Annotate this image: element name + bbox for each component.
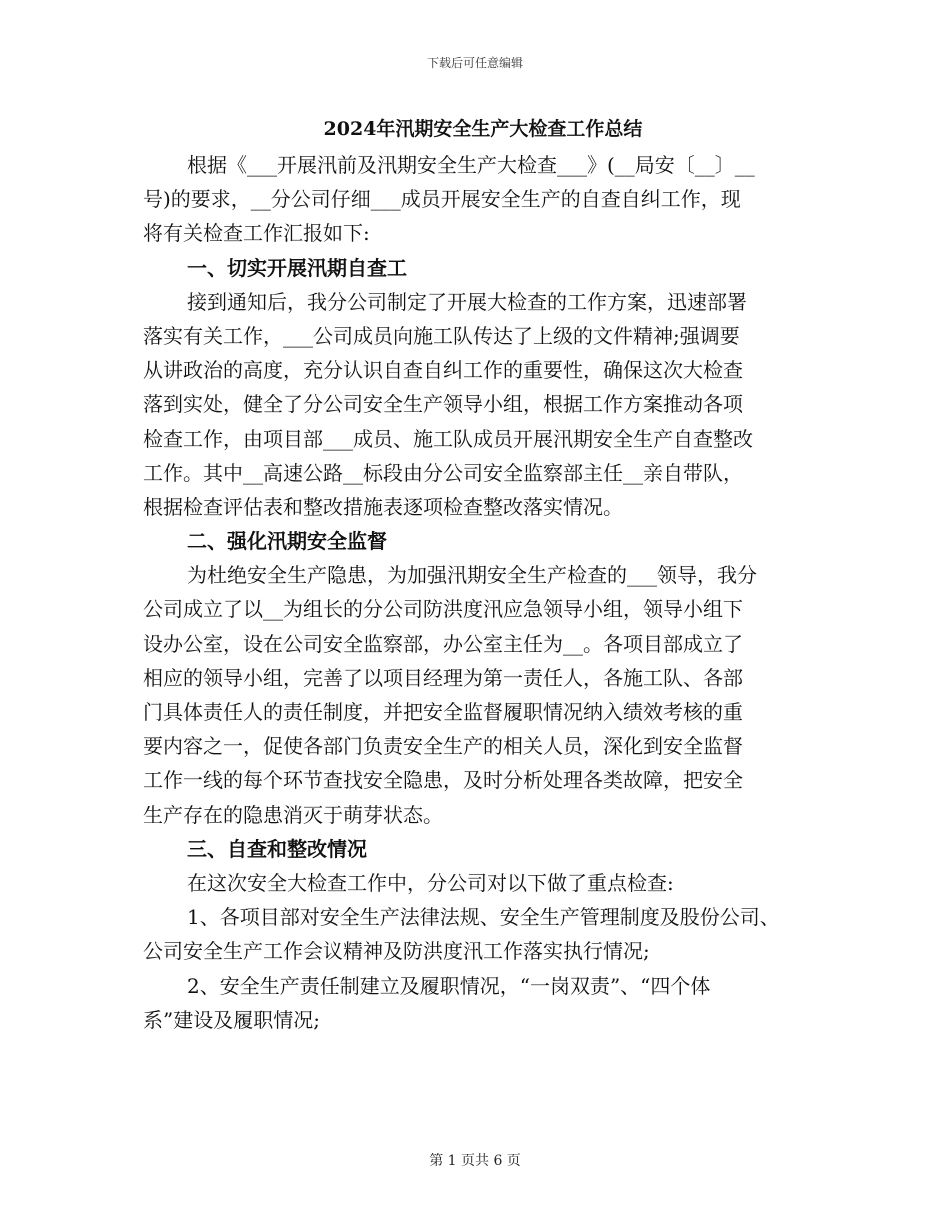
page-number: 第 1 页共 6 页 [429,1153,521,1169]
section-heading: 二、强化汛期安全监督 [187,529,387,554]
text-line: 1、各项目部对安全生产法律法规、安全生产管理制度及股份公司、 [187,905,780,930]
text-line: 工作一线的每个环节查找安全隐患，及时分析处理各类故障，把安全 [143,768,743,793]
document-body [143,110,823,1037]
text-line: 公司成立了以__为组长的分公司防洪度汛应急领导小组，领导小组下 [143,597,743,622]
text-line: 落实有关工作，___公司成员向施工队传达了上级的文件精神;强调要 [143,323,740,348]
section-heading: 一、切实开展汛期自查工 [187,255,407,280]
text-line: 门具体责任人的责任制度，并把安全监督履职情况纳入绩效考核的重 [143,700,743,724]
text-line: 2、安全生产责任制建立及履职情况，“一岗双责”、“四个体 [187,973,711,998]
text-line: 根据检查评估表和整改措施表逐项检查整改落实情况。 [143,494,623,519]
text-line: 根据《___开展汛前及汛期安全生产大检查___》(__局安〔__〕__ [187,153,755,177]
text-line: 为杜绝安全生产隐患，为加强汛期安全生产检查的___领导，我分 [187,563,757,588]
section-heading: 三、自查和整改情况 [187,836,367,861]
text-line: 公司安全生产工作会议精神及防洪度汛工作落实执行情况; [143,939,650,964]
text-line: 要内容之一，促使各部门负责安全生产的相关人员，深化到安全监督 [143,734,743,759]
text-line: 工作。其中__高速公路__标段由分公司安全监察部主任__亲自带队， [143,460,743,485]
text-line: 设办公室，设在公司安全监察部，办公室主任为__。各项目部成立了 [143,631,743,656]
text-line: 生产存在的隐患消灭于萌芽状态。 [143,802,443,827]
text-line: 检查工作，由项目部___成员、施工队成员开展汛期安全生产自查整改 [143,426,753,451]
text-line: 将有关检查工作汇报如下: [143,221,370,246]
text-line: 落到实处，健全了分公司安全生产领导小组，根据工作方案推动各项 [143,392,743,417]
text-line: 号)的要求，__分公司仔细___成员开展安全生产的自查自纠工作，现 [143,187,741,212]
document-title: 2024年汛期安全生产大检查工作总结 [323,118,643,140]
paragraph-lines [143,148,823,1037]
text-line: 系”建设及履职情况; [143,1007,320,1032]
text-line: 在这次安全大检查工作中，分公司对以下做了重点检查: [187,870,674,895]
header-note: 下载后可任意编辑 [426,56,523,70]
text-line: 从讲政治的高度，充分认识自查自纠工作的重要性，确保这次大检查 [143,358,743,383]
text-line: 相应的领导小组，完善了以项目经理为第一责任人，各施工队、各部 [143,665,743,690]
text-line: 接到通知后，我分公司制定了开展大检查的工作方案，迅速部署 [187,289,747,314]
